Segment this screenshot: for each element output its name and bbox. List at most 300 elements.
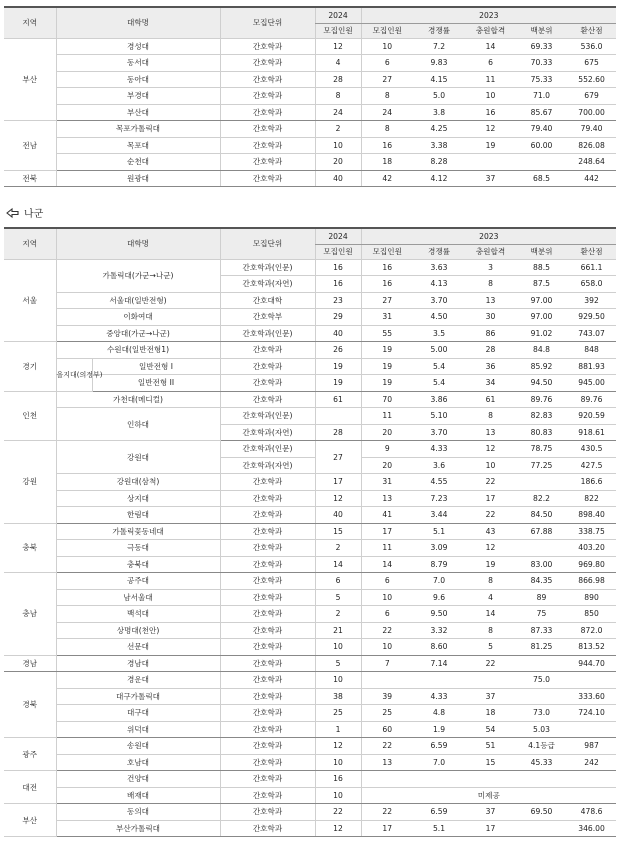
- converted-cell: 248.64: [567, 154, 616, 171]
- univ-cell: 선문대: [56, 639, 220, 656]
- header-univ: 대학명: [56, 228, 220, 259]
- rate-cell: 1.9: [413, 721, 465, 738]
- header-percentile: 백분위: [516, 23, 567, 38]
- converted-cell: 848: [567, 342, 616, 359]
- percentile-cell: 81.25: [516, 639, 567, 656]
- quota-2023-cell: 19: [361, 358, 413, 375]
- waitlist-cell: 36: [465, 358, 516, 375]
- waitlist-cell: 51: [465, 738, 516, 755]
- univ-cell: 수원대(일반전형1): [56, 342, 220, 359]
- percentile-cell: 71.0: [516, 88, 567, 105]
- univ-cell: 가톨릭대(가군→나군): [56, 259, 220, 292]
- rate-cell: 5.10: [413, 408, 465, 425]
- percentile-cell: 69.33: [516, 38, 567, 55]
- quota-2024-cell: 12: [315, 820, 361, 837]
- header-region: 지역: [4, 7, 56, 38]
- rate-cell: 9.83: [413, 55, 465, 72]
- quota-2024-cell: 12: [315, 38, 361, 55]
- converted-cell: 929.50: [567, 309, 616, 326]
- univ-cell: 부경대: [56, 88, 220, 105]
- rate-cell: 8.60: [413, 639, 465, 656]
- percentile-cell: 87.5: [516, 276, 567, 293]
- quota-2024-cell: 16: [315, 276, 361, 293]
- percentile-cell: [516, 820, 567, 837]
- quota-2024-cell: 10: [315, 672, 361, 689]
- quota-2024-cell: 5: [315, 589, 361, 606]
- header-converted: 환산점: [567, 23, 616, 38]
- converted-cell: 675: [567, 55, 616, 72]
- percentile-cell: 75.0: [516, 672, 567, 689]
- quota-2024-cell: 16: [315, 771, 361, 788]
- percentile-cell: 91.02: [516, 325, 567, 342]
- quota-2024-cell: 14: [315, 556, 361, 573]
- quota-2023-cell: 19: [361, 342, 413, 359]
- percentile-cell: 45.33: [516, 754, 567, 771]
- quota-2023-cell: 6: [361, 606, 413, 623]
- quota-2023-cell: 31: [361, 474, 413, 491]
- percentile-cell: 97.00: [516, 292, 567, 309]
- percentile-cell: 70.33: [516, 55, 567, 72]
- quota-2023-cell: 6: [361, 55, 413, 72]
- quota-2024-cell: 8: [315, 88, 361, 105]
- unit-cell: 간호학과(자연): [220, 457, 315, 474]
- unit-cell: 간호학과: [220, 606, 315, 623]
- waitlist-cell: 12: [465, 540, 516, 557]
- percentile-cell: 73.0: [516, 705, 567, 722]
- quota-2024-cell: 10: [315, 754, 361, 771]
- converted-cell: 552.60: [567, 71, 616, 88]
- waitlist-cell: 37: [465, 804, 516, 821]
- unit-cell: 간호학과: [220, 121, 315, 138]
- percentile-cell: 75.33: [516, 71, 567, 88]
- univ-cell: 이화여대: [56, 309, 220, 326]
- unit-cell: 간호학과: [220, 474, 315, 491]
- converted-cell: 813.52: [567, 639, 616, 656]
- quota-2023-cell: 8: [361, 121, 413, 138]
- rate-cell: 3.44: [413, 507, 465, 524]
- quota-2024-cell: 12: [315, 490, 361, 507]
- percentile-cell: 84.50: [516, 507, 567, 524]
- quota-2024-cell: 2: [315, 121, 361, 138]
- header-unit: 모집단위: [220, 7, 315, 38]
- quota-2024-cell: 20: [315, 154, 361, 171]
- header-waitlist: 충원합격: [465, 23, 516, 38]
- waitlist-cell: [465, 672, 516, 689]
- converted-cell: 898.40: [567, 507, 616, 524]
- unit-cell: 간호학과: [220, 507, 315, 524]
- waitlist-cell: 12: [465, 121, 516, 138]
- percentile-cell: 84.8: [516, 342, 567, 359]
- header-quota-2024: 모집인원: [315, 244, 361, 259]
- waitlist-cell: 5: [465, 639, 516, 656]
- rate-cell: 5.4: [413, 358, 465, 375]
- converted-cell: 918.61: [567, 424, 616, 441]
- unit-cell: 간호학과: [220, 391, 315, 408]
- unit-cell: 간호학과: [220, 154, 315, 171]
- unit-cell: 간호학과: [220, 88, 315, 105]
- unit-cell: 간호학과: [220, 738, 315, 755]
- percentile-cell: 88.5: [516, 259, 567, 276]
- rate-cell: 4.33: [413, 441, 465, 458]
- percentile-cell: [516, 474, 567, 491]
- waitlist-cell: 19: [465, 556, 516, 573]
- quota-2024-cell: 25: [315, 705, 361, 722]
- rate-cell: 5.0: [413, 88, 465, 105]
- section-title: 나군: [24, 209, 44, 220]
- converted-cell: 242: [567, 754, 616, 771]
- converted-cell: 478.6: [567, 804, 616, 821]
- univ-cell: 백석대: [56, 606, 220, 623]
- percentile-cell: [516, 688, 567, 705]
- region-cell: 경기: [4, 342, 56, 392]
- univ-cell: 가톨릭꽃동네대: [56, 523, 220, 540]
- quota-2023-cell: 20: [361, 457, 413, 474]
- univ-cell: 상명대(천안): [56, 622, 220, 639]
- quota-2023-cell: 42: [361, 170, 413, 187]
- percentile-cell: 79.40: [516, 121, 567, 138]
- rate-cell: 3.6: [413, 457, 465, 474]
- na-group-table: [4, 227, 616, 837]
- rate-cell: 5.1: [413, 820, 465, 837]
- region-cell: 전남: [4, 121, 56, 171]
- unit-cell: 간호학과: [220, 342, 315, 359]
- rate-cell: 7.0: [413, 573, 465, 590]
- converted-cell: 850: [567, 606, 616, 623]
- region-cell: 광주: [4, 738, 56, 771]
- rate-cell: 4.33: [413, 688, 465, 705]
- waitlist-cell: 12: [465, 441, 516, 458]
- converted-cell: 724.10: [567, 705, 616, 722]
- converted-cell: 822: [567, 490, 616, 507]
- percentile-cell: [516, 154, 567, 171]
- quota-2024-cell: 4: [315, 55, 361, 72]
- unit-cell: 간호학과: [220, 358, 315, 375]
- unit-cell: 간호학과(자연): [220, 276, 315, 293]
- region-cell: 부산: [4, 38, 56, 121]
- rate-cell: 9.6: [413, 589, 465, 606]
- univ-cell: 목포대: [56, 137, 220, 154]
- rate-cell: 7.23: [413, 490, 465, 507]
- quota-2024-cell: 2: [315, 606, 361, 623]
- percentile-cell: 4.1등급: [516, 738, 567, 755]
- unit-cell: 간호학과: [220, 672, 315, 689]
- univ-cell: 강원대(삼척): [56, 474, 220, 491]
- waitlist-cell: 13: [465, 424, 516, 441]
- quota-2024-cell: [315, 408, 361, 425]
- quota-2023-cell: 17: [361, 820, 413, 837]
- univ-cell: 경운대: [56, 672, 220, 689]
- quota-2023-cell: 39: [361, 688, 413, 705]
- percentile-cell: 68.5: [516, 170, 567, 187]
- quota-2023-cell: 70: [361, 391, 413, 408]
- region-cell: 경북: [4, 672, 56, 738]
- unit-cell: 간호학과(자연): [220, 424, 315, 441]
- unit-cell: 간호학과(인문): [220, 325, 315, 342]
- percentile-cell: 94.50: [516, 375, 567, 392]
- univ-cell: 을지대(의정부): [56, 358, 92, 391]
- unit-cell: 간호학과: [220, 639, 315, 656]
- quota-2024-cell: 40: [315, 507, 361, 524]
- rate-cell: 3.09: [413, 540, 465, 557]
- rate-cell: 4.25: [413, 121, 465, 138]
- region-cell: 충남: [4, 573, 56, 656]
- waitlist-cell: 17: [465, 490, 516, 507]
- quota-2023-cell: 13: [361, 490, 413, 507]
- not-provided-note: 미제공: [361, 787, 616, 804]
- quota-2024-cell: 19: [315, 375, 361, 392]
- univ-cell: 건양대: [56, 771, 220, 788]
- rate-cell: 3.38: [413, 137, 465, 154]
- converted-cell: 826.08: [567, 137, 616, 154]
- region-cell: 전북: [4, 170, 56, 187]
- quota-2023-cell: 25: [361, 705, 413, 722]
- header-quota-2024: 모집인원: [315, 23, 361, 38]
- header-2023: 2023: [361, 228, 616, 244]
- univ-cell: 충북대: [56, 556, 220, 573]
- waitlist-cell: 8: [465, 408, 516, 425]
- converted-cell: 403.20: [567, 540, 616, 557]
- quota-2024-cell: 2: [315, 540, 361, 557]
- converted-cell: 536.0: [567, 38, 616, 55]
- waitlist-cell: 19: [465, 137, 516, 154]
- quota-2024-cell: 26: [315, 342, 361, 359]
- percentile-cell: 85.92: [516, 358, 567, 375]
- rate-cell: 4.55: [413, 474, 465, 491]
- header-quota-2023: 모집인원: [361, 244, 413, 259]
- converted-cell: 333.60: [567, 688, 616, 705]
- region-cell: 대전: [4, 771, 56, 804]
- quota-2023-cell: 10: [361, 589, 413, 606]
- quota-2024-cell: 10: [315, 137, 361, 154]
- quota-2024-cell: 10: [315, 639, 361, 656]
- waitlist-cell: 8: [465, 622, 516, 639]
- converted-cell: 969.80: [567, 556, 616, 573]
- converted-cell: 700.00: [567, 104, 616, 121]
- unit-cell: 간호학과: [220, 688, 315, 705]
- quota-2024-cell: 12: [315, 738, 361, 755]
- quota-2023-cell: 20: [361, 424, 413, 441]
- rate-cell: 3.8: [413, 104, 465, 121]
- quota-2023-cell: 7: [361, 655, 413, 672]
- quota-2024-cell: 38: [315, 688, 361, 705]
- quota-2023-cell: 8: [361, 88, 413, 105]
- quota-2024-cell: 28: [315, 424, 361, 441]
- percentile-cell: 77.25: [516, 457, 567, 474]
- quota-2023-cell: 24: [361, 104, 413, 121]
- quota-2024-cell: 24: [315, 104, 361, 121]
- univ-cell: 원광대: [56, 170, 220, 187]
- converted-cell: 427.5: [567, 457, 616, 474]
- rate-cell: 4.13: [413, 276, 465, 293]
- quota-2023-cell: [361, 672, 413, 689]
- univ-cell: 강원대: [56, 441, 220, 474]
- quota-2024-cell: 22: [315, 804, 361, 821]
- unit-cell: 간호학과: [220, 655, 315, 672]
- waitlist-cell: 10: [465, 457, 516, 474]
- converted-cell: 987: [567, 738, 616, 755]
- univ-cell: 동아대: [56, 71, 220, 88]
- quota-2023-cell: 17: [361, 523, 413, 540]
- section-heading: [6, 205, 43, 220]
- converted-cell: 392: [567, 292, 616, 309]
- quota-2024-cell: 28: [315, 71, 361, 88]
- univ-cell: 송원대: [56, 738, 220, 755]
- rate-cell: 4.50: [413, 309, 465, 326]
- univ-cell: 목포가톨릭대: [56, 121, 220, 138]
- waitlist-cell: 61: [465, 391, 516, 408]
- region-cell: 부산: [4, 804, 56, 837]
- unit-cell: 간호학과: [220, 556, 315, 573]
- rate-cell: 3.5: [413, 325, 465, 342]
- waitlist-cell: 17: [465, 820, 516, 837]
- univ-cell: 극동대: [56, 540, 220, 557]
- quota-2023-cell: 10: [361, 639, 413, 656]
- univ-cell: 가천대(메디컬): [56, 391, 220, 408]
- univ-cell: 남서울대: [56, 589, 220, 606]
- arrow-bullet-icon: [6, 207, 20, 219]
- percentile-cell: 60.00: [516, 137, 567, 154]
- header-quota-2023: 모집인원: [361, 23, 413, 38]
- univ-cell: 대구대: [56, 705, 220, 722]
- rate-cell: 3.86: [413, 391, 465, 408]
- unit-cell: 간호학과(인문): [220, 259, 315, 276]
- univ-cell: 한림대: [56, 507, 220, 524]
- unit-cell: 간호학과(인문): [220, 441, 315, 458]
- univ-cell: 부산가톨릭대: [56, 820, 220, 837]
- percentile-cell: 89: [516, 589, 567, 606]
- univ-cell: 동의대: [56, 804, 220, 821]
- waitlist-cell: 22: [465, 474, 516, 491]
- quota-2023-cell: 16: [361, 137, 413, 154]
- quota-2023-cell: 9: [361, 441, 413, 458]
- waitlist-cell: 37: [465, 688, 516, 705]
- region-cell: 강원: [4, 441, 56, 524]
- converted-cell: 430.5: [567, 441, 616, 458]
- converted-cell: 89.76: [567, 391, 616, 408]
- unit-cell: 간호학과: [220, 38, 315, 55]
- header-rate: 경쟁률: [413, 244, 465, 259]
- waitlist-cell: 16: [465, 104, 516, 121]
- waitlist-cell: 37: [465, 170, 516, 187]
- waitlist-cell: 86: [465, 325, 516, 342]
- waitlist-cell: 6: [465, 55, 516, 72]
- quota-2024-cell: 23: [315, 292, 361, 309]
- unit-cell: 간호학과: [220, 787, 315, 804]
- rate-cell: 9.50: [413, 606, 465, 623]
- quota-2023-cell: 22: [361, 738, 413, 755]
- waitlist-cell: 3: [465, 259, 516, 276]
- waitlist-cell: 22: [465, 507, 516, 524]
- converted-cell: [567, 721, 616, 738]
- percentile-cell: 85.67: [516, 104, 567, 121]
- quota-2023-cell: 22: [361, 804, 413, 821]
- percentile-cell: 78.75: [516, 441, 567, 458]
- waitlist-cell: 8: [465, 573, 516, 590]
- converted-cell: 920.59: [567, 408, 616, 425]
- waitlist-cell: [465, 154, 516, 171]
- empty-cell: [361, 771, 616, 788]
- univ-cell: 위덕대: [56, 721, 220, 738]
- univ-cell: 대구가톨릭대: [56, 688, 220, 705]
- quota-2023-cell: 16: [361, 276, 413, 293]
- percentile-cell: 82.83: [516, 408, 567, 425]
- unit-cell: 간호학과: [220, 540, 315, 557]
- region-cell: 경남: [4, 655, 56, 672]
- waitlist-cell: 4: [465, 589, 516, 606]
- converted-cell: 881.93: [567, 358, 616, 375]
- univ-cell: 호남대: [56, 754, 220, 771]
- quota-2024-cell: 29: [315, 309, 361, 326]
- converted-cell: 186.6: [567, 474, 616, 491]
- converted-cell: 79.40: [567, 121, 616, 138]
- converted-cell: 679: [567, 88, 616, 105]
- converted-cell: 872.0: [567, 622, 616, 639]
- quota-2023-cell: 27: [361, 71, 413, 88]
- percentile-cell: [516, 655, 567, 672]
- rate-cell: 6.59: [413, 804, 465, 821]
- ga-group-table: [4, 6, 616, 187]
- univ-cell: 부산대: [56, 104, 220, 121]
- percentile-cell: 87.33: [516, 622, 567, 639]
- quota-2024-cell: 17: [315, 474, 361, 491]
- quota-2023-cell: 10: [361, 38, 413, 55]
- univ-cell: 공주대: [56, 573, 220, 590]
- converted-cell: 944.70: [567, 655, 616, 672]
- waitlist-cell: 30: [465, 309, 516, 326]
- percentile-cell: 82.2: [516, 490, 567, 507]
- percentile-cell: [516, 540, 567, 557]
- quota-2023-cell: 18: [361, 154, 413, 171]
- percentile-cell: 89.76: [516, 391, 567, 408]
- waitlist-cell: 34: [465, 375, 516, 392]
- unit-cell: 간호학과: [220, 804, 315, 821]
- unit-cell: 간호학과: [220, 573, 315, 590]
- percentile-cell: 80.83: [516, 424, 567, 441]
- rate-cell: 5.00: [413, 342, 465, 359]
- percentile-cell: 69.50: [516, 804, 567, 821]
- converted-cell: 661.1: [567, 259, 616, 276]
- unit-cell: 간호학과: [220, 104, 315, 121]
- quota-2024-cell: 10: [315, 787, 361, 804]
- univ-cell: 중앙대(가군→나군): [56, 325, 220, 342]
- quota-2024-cell: 21: [315, 622, 361, 639]
- quota-2023-cell: 19: [361, 375, 413, 392]
- track-cell: 일반전형 II: [92, 375, 220, 392]
- univ-cell: 서울대(일반전형): [56, 292, 220, 309]
- rate-cell: [413, 672, 465, 689]
- header-univ: 대학명: [56, 7, 220, 38]
- converted-cell: 890: [567, 589, 616, 606]
- waitlist-cell: 14: [465, 606, 516, 623]
- rate-cell: 6.59: [413, 738, 465, 755]
- rate-cell: 3.70: [413, 424, 465, 441]
- quota-2023-cell: 11: [361, 408, 413, 425]
- quota-2024-cell: 15: [315, 523, 361, 540]
- waitlist-cell: 28: [465, 342, 516, 359]
- rate-cell: 7.2: [413, 38, 465, 55]
- rate-cell: 5.1: [413, 523, 465, 540]
- univ-cell: 배재대: [56, 787, 220, 804]
- unit-cell: 간호학과: [220, 820, 315, 837]
- header-2024: 2024: [315, 7, 361, 23]
- waitlist-cell: 54: [465, 721, 516, 738]
- waitlist-cell: 14: [465, 38, 516, 55]
- rate-cell: 3.32: [413, 622, 465, 639]
- unit-cell: 간호학과: [220, 71, 315, 88]
- quota-2024-cell: 40: [315, 325, 361, 342]
- waitlist-cell: 13: [465, 292, 516, 309]
- rate-cell: 4.15: [413, 71, 465, 88]
